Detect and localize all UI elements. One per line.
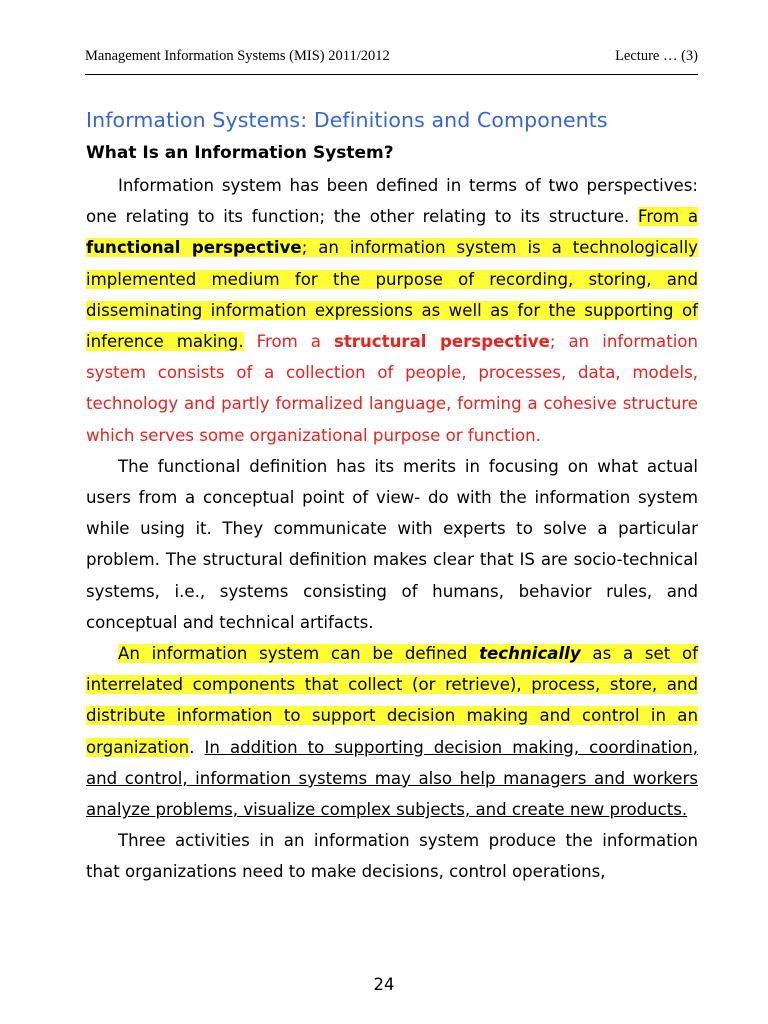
technically-term: technically [479, 644, 581, 664]
p1-from-a: From a [638, 207, 698, 227]
header-course-title: Management Information Systems (MIS) 2011/2012 [85, 48, 390, 64]
underlined-supporting-roles: In addition to supporting decision making, coordination, and control, information systems may also help managers and workers analyze problems, visualize complex subjects, and create new products. [86, 737, 698, 820]
paragraph-functional-merits: The functional definition has its merits in focusing on what actual users from a conceptual point of view- do with the information system while using it. They communicate with experts to solve a particular problem. The structural definition makes clear that IS are socio-technical systems, i.e., systems consisting of humans, behavior rules, and conceptual and technical artifacts. [86, 456, 698, 632]
p1-intro: Information system has been defined in terms of two perspectives: one relating to its function; the other relating to its structure. [86, 176, 698, 227]
paragraph-technical-definition [86, 638, 698, 825]
page-number: 24 [373, 975, 395, 994]
document-body [86, 170, 698, 888]
section-subtitle: What Is an Information System? [86, 143, 394, 163]
structural-definition: ; an information system consists of a collection of people, processes, data, models, technology and partly formalized language, forming a cohesive structure which serves some organizational purpose or function. [86, 332, 698, 445]
functional-perspective-term: functional perspective [86, 238, 302, 258]
header-divider [85, 74, 698, 75]
paragraph-three-activities: Three activities in an information system produce the information that organizations need to make decisions, control operations, [86, 831, 698, 882]
paragraph-definitions [86, 170, 698, 451]
functional-highlight [86, 207, 698, 351]
p1-from-a-2: From a [243, 332, 334, 352]
structural-perspective-term: structural perspective [334, 332, 550, 352]
p3-lead: An information system can be defined [118, 644, 480, 664]
header-lecture-number: Lecture … (3) [615, 48, 698, 64]
functional-definition: ; an information system is a technologically implemented medium for the purpose of recording, storing, and disseminating information expressions as well as for the supporting of inference making. [86, 238, 698, 352]
page-header [85, 48, 698, 70]
p3-period: . [189, 737, 205, 757]
section-title: Information Systems: Definitions and Components [86, 108, 608, 132]
technical-definition: as a set of interrelated components that collect (or retrieve), process, store, and distribute information to support decision making and control in an organization [86, 644, 698, 757]
